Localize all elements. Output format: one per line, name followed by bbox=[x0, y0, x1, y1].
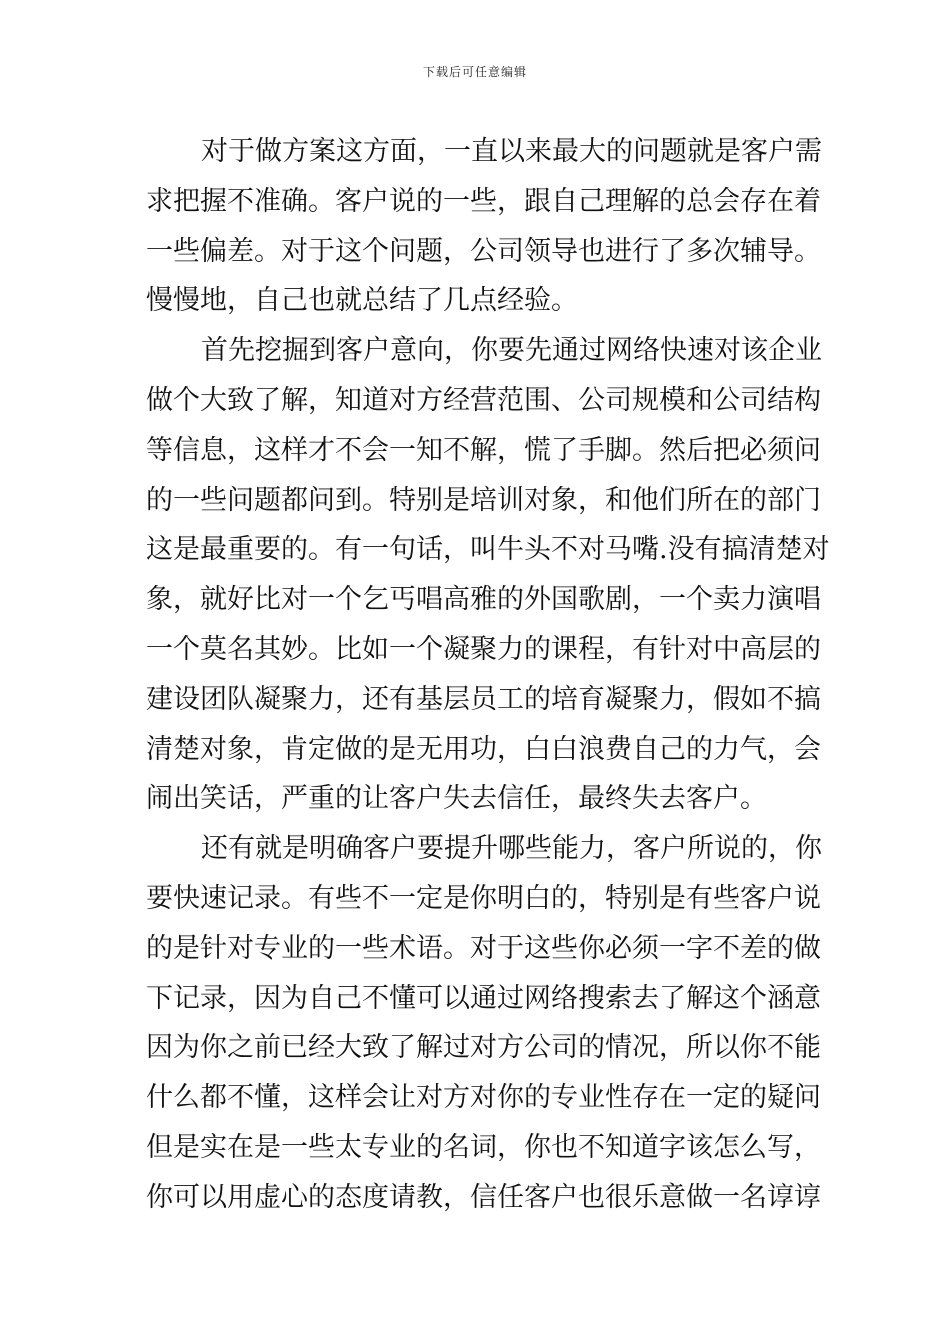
paragraph-1-line-3: 一些偏差。对于这个问题，公司领导也进行了多次辅导。 bbox=[146, 235, 821, 267]
paragraph-2-line-5: 这是最重要的。有一句话，叫牛头不对马嘴.没有搞清楚对 bbox=[146, 534, 830, 566]
paragraph-2-line-2: 做个大致了解，知道对方经营范围、公司规模和公司结构 bbox=[146, 384, 821, 416]
paragraph-3-line-3: 的是针对专业的一些术语。对于这些你必须一字不差的做 bbox=[146, 932, 821, 964]
paragraph-3-line-6: 什么都不懂，这样会让对方对你的专业性存在一定的疑问 bbox=[146, 1082, 821, 1114]
page-header: 下载后可任意编辑 bbox=[422, 65, 527, 79]
paragraph-3-line-1: 还有就是明确客户要提升哪些能力，客户所说的，你 bbox=[201, 833, 822, 865]
paragraph-2-line-10: 闹出笑话，严重的让客户失去信任，最终失去客户。 bbox=[146, 783, 767, 815]
paragraph-2-line-6: 象，就好比对一个乞丐唱高雅的外国歌剧，一个卖力演唱 bbox=[146, 584, 821, 616]
paragraph-3-line-4: 下记录，因为自己不懂可以通过网络搜索去了解这个涵意 bbox=[146, 982, 821, 1014]
document-body bbox=[146, 127, 830, 1223]
paragraph-2-line-9: 清楚对象，肯定做的是无用功，白白浪费自己的力气，会 bbox=[146, 733, 821, 765]
paragraph-3-line-7: 但是实在是一些太专业的名词，你也不知道字该怎么写， bbox=[146, 1131, 821, 1163]
paragraph-3-line-2: 要快速记录。有些不一定是你明白的，特别是有些客户说 bbox=[146, 882, 821, 914]
paragraph-2-line-8: 建设团队凝聚力，还有基层员工的培育凝聚力，假如不搞 bbox=[146, 683, 821, 715]
paragraph-2-line-1: 首先挖掘到客户意向，你要先通过网络快速对该企业 bbox=[201, 335, 822, 367]
paragraph-1-line-2: 求把握不准确。客户说的一些，跟自己理解的总会存在着 bbox=[146, 185, 821, 217]
paragraph-2-line-3: 等信息，这样才不会一知不解，慌了手脚。然后把必须问 bbox=[146, 434, 821, 466]
paragraph-3-line-8: 你可以用虚心的态度请教，信任客户也很乐意做一名谆谆 bbox=[146, 1181, 821, 1213]
paragraph-2-line-4: 的一些问题都问到。特别是培训对象，和他们所在的部门 bbox=[146, 484, 821, 516]
paragraph-3-line-5: 因为你之前已经大致了解过对方公司的情况，所以你不能 bbox=[146, 1032, 821, 1064]
paragraph-2-line-7: 一个莫名其妙。比如一个凝聚力的课程，有针对中高层的 bbox=[146, 633, 821, 665]
paragraph-1-line-1: 对于做方案这方面，一直以来最大的问题就是客户需 bbox=[201, 136, 822, 167]
paragraph-1-line-4: 慢慢地，自己也就总结了几点经验。 bbox=[146, 285, 578, 317]
